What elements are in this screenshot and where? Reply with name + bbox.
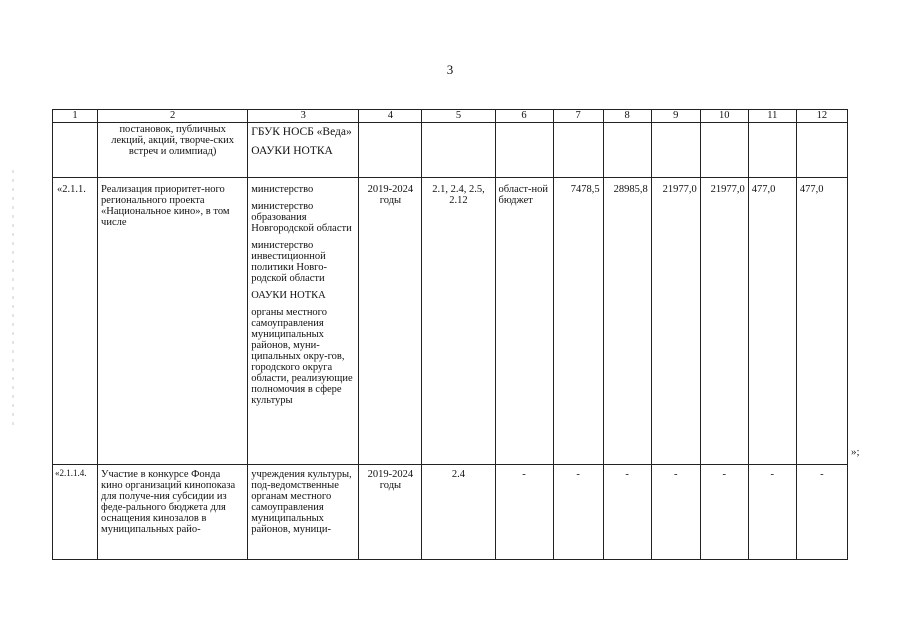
header-cell: 3: [248, 110, 359, 123]
value-cell: -: [651, 465, 700, 560]
funding-source-cell: -: [495, 465, 553, 560]
value-cell: 28985,8: [603, 178, 651, 465]
activity-name: Реализация приоритет-ного регионального проекта «Национальное кино», в том числе: [98, 178, 248, 465]
header-cell: 4: [359, 110, 422, 123]
value-cell: 477,0: [796, 178, 847, 465]
header-cell: 8: [603, 110, 651, 123]
header-cell: 7: [553, 110, 603, 123]
table-header-row: [53, 110, 848, 123]
code-cell: [53, 123, 98, 178]
value-cell: 477,0: [748, 178, 796, 465]
closing-quote-mark: »;: [851, 446, 860, 458]
code-cell: «2.1.1.4.: [53, 465, 98, 560]
value-cell: -: [603, 465, 651, 560]
table-row-2-1-1-4: [53, 465, 848, 560]
header-cell: 5: [422, 110, 495, 123]
years-cell: 2019-2024 годы: [359, 178, 422, 465]
header-cell: 10: [700, 110, 748, 123]
executor-line: министерство образования Новгородской области: [251, 201, 352, 235]
page-number: 3: [446, 62, 454, 77]
executor-line: ОАУКИ НОТКА: [251, 145, 333, 158]
header-cell: 9: [651, 110, 700, 123]
executor-cell: [248, 178, 359, 465]
activity-name: Участие в конкурсе Фонда кино организаций кинопоказа для получе-ния субсидии из феде-рального бюджета для оснащения кинозалов в муниципальных райо-: [98, 465, 248, 560]
value-cell: -: [748, 465, 796, 560]
header-cell: 2: [98, 110, 248, 123]
executor-line: министерство: [251, 184, 314, 195]
executor-cell: учреждения культуры, под-ведомственные органам местного самоуправления муниципальных районов, муници-: [248, 465, 359, 560]
program-activities-table: [52, 109, 848, 560]
executor-cell: [248, 123, 359, 178]
value-cell: -: [700, 465, 748, 560]
value-cell: -: [796, 465, 847, 560]
code-cell: «2.1.1.: [53, 178, 98, 465]
executor-line: ОАУКИ НОТКА: [251, 290, 326, 302]
value-cell: 21977,0: [651, 178, 700, 465]
header-cell: 1: [53, 110, 98, 123]
value-cell: 7478,5: [553, 178, 603, 465]
table-row-2-1-1: [53, 178, 848, 465]
scan-edge-mark: [12, 170, 14, 430]
executor-line: ГБУК НОСБ «Веда»: [251, 126, 352, 138]
funding-source-cell: област-ной бюджет: [495, 178, 553, 465]
activity-name: постановок, публичных лекций, акций, творче-ских встреч и олимпиад): [111, 124, 235, 158]
value-cell: 21977,0: [700, 178, 748, 465]
value-cell: -: [553, 465, 603, 560]
indicators-cell: 2.4: [422, 465, 495, 560]
executor-line: министерство инвестиционной политики Новго-родской области: [251, 240, 327, 285]
years-cell: 2019-2024 годы: [359, 465, 422, 560]
header-cell: 12: [796, 110, 847, 123]
header-cell: 11: [748, 110, 796, 123]
activity-name-cell: [98, 123, 248, 178]
header-cell: 6: [495, 110, 553, 123]
executor-line: органы местного самоуправления муниципальных районов, муни-ципальных окру-гов, городского округа области, реализующие полномочия в сфере культуры: [251, 307, 353, 407]
table-row-continuation: [53, 123, 848, 178]
indicators-cell: 2.1, 2.4, 2.5, 2.12: [422, 178, 495, 465]
